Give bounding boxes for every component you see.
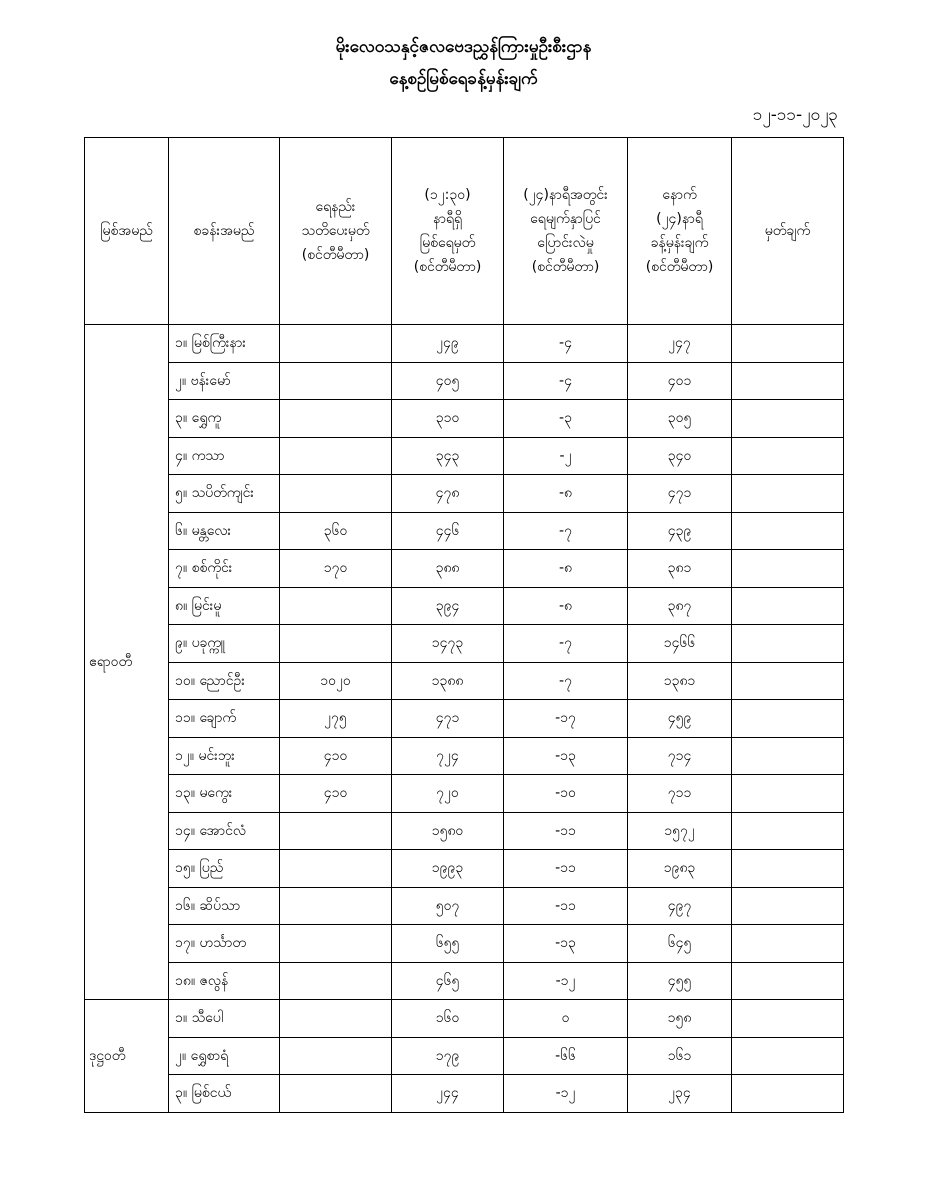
level-cell: ၃၄၃ [392,437,504,475]
low-warning-cell [280,1000,392,1038]
remark-cell [732,812,844,850]
low-warning-cell [280,325,392,363]
low-warning-cell [280,850,392,888]
remark-cell [732,887,844,925]
forecast-cell: ၄၀၁ [628,362,732,400]
remark-cell [732,925,844,963]
header-low-warning [280,138,392,325]
forecast-cell: ၄၇၁ [628,475,732,513]
change-cell: -၁၃ [504,737,628,775]
remark-cell [732,625,844,663]
forecast-cell: ၁၅၈ [628,1000,732,1038]
level-cell: ၄၀၅ [392,362,504,400]
report-date: ၁၂-၁၁-၂၀၂၃ [752,105,838,125]
station-cell: ၂။ ရွှေစာရံ [169,1037,280,1075]
low-warning-cell [280,475,392,513]
header-line: စခန်းအမည် [193,223,255,239]
change-cell: -၁၇ [504,700,628,738]
low-warning-cell [280,625,392,663]
station-cell: ၅။ သပိတ်ကျင်း [169,475,280,513]
river-forecast-table [84,137,844,1113]
table-row [85,775,844,813]
level-cell: ၁၃၈၈ [392,662,504,700]
table-row [85,962,844,1000]
level-cell: ၇၂၄ [392,737,504,775]
header-line: (၁၂:၃၀) [424,187,471,203]
station-cell: ၁၅။ ပြည် [169,850,280,888]
forecast-cell: ၁၉၈၃ [628,850,732,888]
forecast-cell: ၆၄၅ [628,925,732,963]
station-cell: ၇။ စစ်ကိုင်း [169,550,280,588]
low-warning-cell [280,400,392,438]
river-name-cell: ဧရာဝတီ [85,325,169,1000]
table-row [85,625,844,663]
forecast-cell: ၃၈၇ [628,587,732,625]
river-name-cell: ဒုဋ္ဌဝတီ [85,1000,169,1113]
header-line: (စင်တီမီတာ) [645,259,714,275]
station-cell: ၄။ ကသာ [169,437,280,475]
document-subtitle: နေ့စဉ်မြစ်ရေခန့်မှန်းချက် [389,69,538,89]
low-warning-cell: ၃၆၀ [280,512,392,550]
change-cell: ၀ [504,1000,628,1038]
header-forecast [628,138,732,325]
level-cell: ၇၂၀ [392,775,504,813]
remark-cell [732,662,844,700]
level-cell: ၄၄၆ [392,512,504,550]
remark-cell [732,325,844,363]
table-row [85,587,844,625]
level-cell: ၁၄၇၃ [392,625,504,663]
low-warning-cell [280,362,392,400]
remark-cell [732,1075,844,1113]
header-line: နာရီရှိ [432,211,463,227]
station-cell: ၁။ သီပေါ [169,1000,280,1038]
header-line: (၂၄)နာရီအတွင်း [523,187,608,203]
forecast-cell: ၇၁၄ [628,737,732,775]
change-cell: -၈ [504,475,628,513]
change-cell: -၃ [504,400,628,438]
forecast-cell: ၄၅၅ [628,962,732,1000]
change-cell: -၇ [504,512,628,550]
station-cell: ၁၀။ ညောင်ဦး [169,662,280,700]
header-line: ခန့်မှန်းချက် [650,235,709,251]
remark-cell [732,1000,844,1038]
header-line: သတိပေးမှတ် [301,223,370,239]
remark-cell [732,850,844,888]
forecast-cell: ၇၁၁ [628,775,732,813]
table-row [85,700,844,738]
remark-cell [732,512,844,550]
header-remark [732,138,844,325]
low-warning-cell: ၄၁၀ [280,775,392,813]
low-warning-cell [280,812,392,850]
remark-cell [732,587,844,625]
change-cell: -၁၂ [504,1075,628,1113]
level-cell: ၃၁၀ [392,400,504,438]
table-row [85,325,844,363]
change-cell: -၆၆ [504,1037,628,1075]
forecast-cell: ၃၀၅ [628,400,732,438]
remark-cell [732,437,844,475]
low-warning-cell [280,1037,392,1075]
remark-cell [732,700,844,738]
low-warning-cell [280,887,392,925]
change-cell: -၇ [504,625,628,663]
forecast-cell: ၂၃၄ [628,1075,732,1113]
header-line: ပြောင်းလဲမှု [537,235,594,251]
change-cell: -၂ [504,437,628,475]
change-cell: -၁၃ [504,925,628,963]
remark-cell [732,475,844,513]
level-cell: ၅၀၇ [392,887,504,925]
station-cell: ၂။ ဗန်းမော် [169,362,280,400]
header-line: မြစ်အမည် [100,223,153,239]
level-cell: ၂၄၄ [392,1075,504,1113]
table-row [85,662,844,700]
remark-cell [732,400,844,438]
remark-cell [732,737,844,775]
station-cell: ၁၆။ ဆိပ်သာ [169,887,280,925]
change-cell: -၈ [504,587,628,625]
low-warning-cell [280,437,392,475]
table-row [85,1075,844,1113]
low-warning-cell: ၄၁၀ [280,737,392,775]
change-cell: -၁၂ [504,962,628,1000]
header-line: ရေနည်း [315,199,356,215]
table-body [85,325,844,1113]
change-cell: -၄ [504,325,628,363]
remark-cell [732,962,844,1000]
low-warning-cell: ၂၇၅ [280,700,392,738]
forecast-cell: ၂၄၇ [628,325,732,363]
level-cell: ၃၈၈ [392,550,504,588]
remark-cell [732,550,844,588]
station-cell: ၁၂။ မင်းဘူး [169,737,280,775]
station-cell: ၈။ မြင်းမူ [169,587,280,625]
header-line: (စင်တီမီတာ) [413,259,482,275]
level-cell: ၆၅၅ [392,925,504,963]
forecast-cell: ၃၄၀ [628,437,732,475]
low-warning-cell: ၁၀၂၀ [280,662,392,700]
level-cell: ၁၆၀ [392,1000,504,1038]
header-line: (စင်တီမီတာ) [301,247,370,263]
remark-cell [732,362,844,400]
table-row [85,812,844,850]
header-line: မှတ်ချက် [764,223,811,239]
header-line: ရေမျက်နှာပြင် [530,211,601,227]
table-row [85,925,844,963]
forecast-cell: ၁၅၇၂ [628,812,732,850]
table-row [85,475,844,513]
table-header-row [85,138,844,325]
header-line: (စင်တီမီတာ) [531,259,600,275]
station-cell: ၁၈။ ဇလွန် [169,962,280,1000]
level-cell: ၁၇၉ [392,1037,504,1075]
table-row [85,1000,844,1038]
level-cell: ၃၉၄ [392,587,504,625]
change-cell: -၁၀ [504,775,628,813]
header-station [169,138,280,325]
low-warning-cell [280,962,392,1000]
table-row [85,512,844,550]
table-row [85,850,844,888]
change-cell: -၁၁ [504,812,628,850]
station-cell: ၁၄။ အောင်လံ [169,812,280,850]
header-current-level [392,138,504,325]
station-cell: ၁။ မြစ်ကြီးနား [169,325,280,363]
station-cell: ၉။ ပခုက္ကူ [169,625,280,663]
station-cell: ၃။ ရွှေကူ [169,400,280,438]
station-cell: ၃။ မြစ်ငယ် [169,1075,280,1113]
table-row [85,737,844,775]
change-cell: -၁၁ [504,850,628,888]
header-line: နောက် [662,187,697,203]
header-line: မြစ်ရေမှတ် [419,235,476,251]
change-cell: -၁၁ [504,887,628,925]
level-cell: ၄၇၈ [392,475,504,513]
station-cell: ၆။ မန္တလေး [169,512,280,550]
forecast-cell: ၁၄၆၆ [628,625,732,663]
table-row [85,550,844,588]
change-cell: -၈ [504,550,628,588]
station-cell: ၁၁။ ချောက် [169,700,280,738]
low-warning-cell: ၁၇၀ [280,550,392,588]
forecast-cell: ၄၃၉ [628,512,732,550]
remark-cell [732,1037,844,1075]
level-cell: ၄၇၁ [392,700,504,738]
forecast-cell: ၄၅၉ [628,700,732,738]
station-cell: ၁၃။ မကွေး [169,775,280,813]
low-warning-cell [280,587,392,625]
change-cell: -၄ [504,362,628,400]
forecast-cell: ၁၃၈၁ [628,662,732,700]
header-24h-change [504,138,628,325]
level-cell: ၄၆၅ [392,962,504,1000]
table-row [85,400,844,438]
document-title: မိုးလေဝသနှင့်ဇလဗေဒညွှန်ကြားမှုဦးစီးဌာန [335,37,592,57]
low-warning-cell [280,925,392,963]
change-cell: -၇ [504,662,628,700]
table-row [85,887,844,925]
level-cell: ၂၄၉ [392,325,504,363]
forecast-cell: ၄၉၇ [628,887,732,925]
station-cell: ၁၇။ ဟင်္သာတ [169,925,280,963]
forecast-cell: ၁၆၁ [628,1037,732,1075]
low-warning-cell [280,1075,392,1113]
header-line: (၂၄)နာရီ [656,211,703,227]
table-row [85,362,844,400]
table-row [85,437,844,475]
remark-cell [732,775,844,813]
level-cell: ၁၅၈၀ [392,812,504,850]
table-row [85,1037,844,1075]
forecast-cell: ၃၈၁ [628,550,732,588]
header-river [85,138,169,325]
level-cell: ၁၉၉၃ [392,850,504,888]
